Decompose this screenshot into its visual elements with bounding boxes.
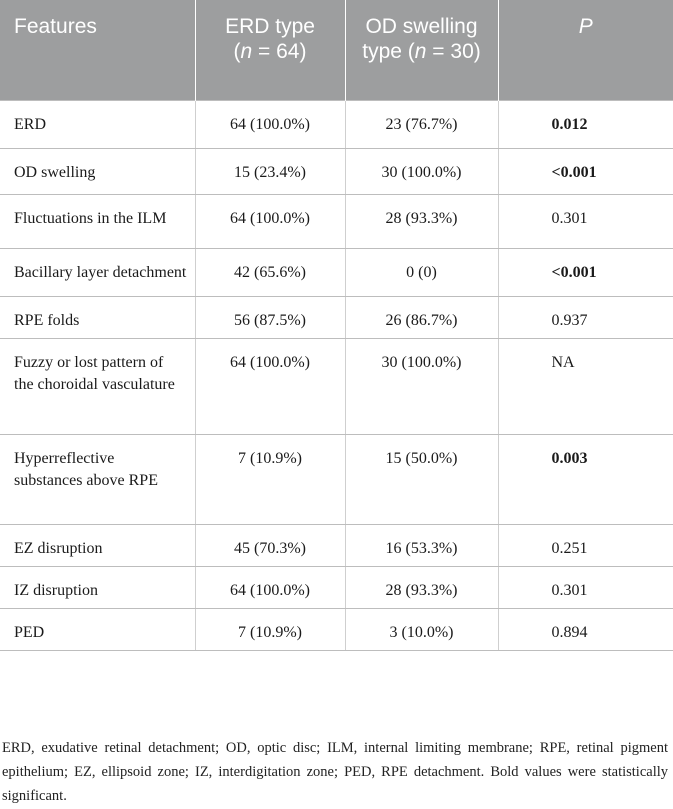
row-od-value: 0 (0)	[345, 248, 498, 296]
row-erd-value: 64 (100.0%)	[195, 100, 345, 148]
table-row	[0, 524, 673, 566]
row-od-value: 30 (100.0%)	[345, 148, 498, 194]
header-od-n-value: = 30)	[426, 40, 481, 63]
header-od-swelling-type	[345, 0, 498, 100]
row-erd-value: 7 (10.9%)	[195, 434, 345, 524]
table-row	[0, 566, 673, 608]
table-row	[0, 608, 673, 650]
header-erd-n-open: (	[233, 40, 241, 63]
header-erd-n-variable: n	[240, 40, 253, 63]
table-row	[0, 148, 673, 194]
row-p-value: 0.937	[498, 296, 673, 338]
row-feature: IZ disruption	[0, 566, 195, 608]
header-p-value	[498, 0, 673, 100]
row-feature: OD swelling	[0, 148, 195, 194]
header-erd-type-label: ERD type	[225, 15, 315, 38]
table-row	[0, 194, 673, 248]
row-p-value: 0.251	[498, 524, 673, 566]
row-feature: Hyperreflective substances above RPE	[0, 434, 195, 524]
header-od-n-variable: n	[414, 40, 427, 63]
row-od-value: 28 (93.3%)	[345, 194, 498, 248]
table-row	[0, 248, 673, 296]
row-od-value: 16 (53.3%)	[345, 524, 498, 566]
row-feature: EZ disruption	[0, 524, 195, 566]
row-feature: Bacillary layer detachment	[0, 248, 195, 296]
row-erd-value: 56 (87.5%)	[195, 296, 345, 338]
row-p-value: <0.001	[498, 148, 673, 194]
row-feature: ERD	[0, 100, 195, 148]
header-od-type-label: OD swelling type (	[362, 15, 478, 63]
row-erd-value: 64 (100.0%)	[195, 338, 345, 434]
row-p-value: 0.012	[498, 100, 673, 148]
row-feature: RPE folds	[0, 296, 195, 338]
row-erd-value: 7 (10.9%)	[195, 608, 345, 650]
row-erd-value: 64 (100.0%)	[195, 194, 345, 248]
header-p-label: P	[578, 15, 593, 38]
table-row	[0, 338, 673, 434]
row-erd-value: 45 (70.3%)	[195, 524, 345, 566]
table-row	[0, 296, 673, 338]
row-feature: PED	[0, 608, 195, 650]
row-od-value: 3 (10.0%)	[345, 608, 498, 650]
table-header-row	[0, 0, 673, 100]
row-p-value: 0.301	[498, 194, 673, 248]
header-erd-n-value: = 64)	[252, 40, 307, 63]
row-feature: Fluctuations in the ILM	[0, 194, 195, 248]
header-erd-type	[195, 0, 345, 100]
table-row	[0, 100, 673, 148]
row-od-value: 30 (100.0%)	[345, 338, 498, 434]
row-p-value: 0.894	[498, 608, 673, 650]
row-od-value: 26 (86.7%)	[345, 296, 498, 338]
header-features-label: Features	[14, 15, 97, 38]
row-p-value: 0.301	[498, 566, 673, 608]
table-footnote: ERD, exudative retinal detachment; OD, optic disc; ILM, internal limiting membrane; RPE, retinal pigment epithelium; EZ, ellipsoid zone; IZ, interdigitation zone; PED, RPE detachment. Bold values were statistically significant.	[2, 740, 668, 804]
row-p-value: NA	[498, 338, 673, 434]
row-erd-value: 15 (23.4%)	[195, 148, 345, 194]
row-od-value: 15 (50.0%)	[345, 434, 498, 524]
row-feature: Fuzzy or lost pattern of the choroidal vasculature	[0, 338, 195, 434]
row-od-value: 28 (93.3%)	[345, 566, 498, 608]
row-p-value: 0.003	[498, 434, 673, 524]
row-od-value: 23 (76.7%)	[345, 100, 498, 148]
row-erd-value: 64 (100.0%)	[195, 566, 345, 608]
row-erd-value: 42 (65.6%)	[195, 248, 345, 296]
header-features	[0, 0, 195, 100]
row-p-value: <0.001	[498, 248, 673, 296]
table-row	[0, 434, 673, 524]
